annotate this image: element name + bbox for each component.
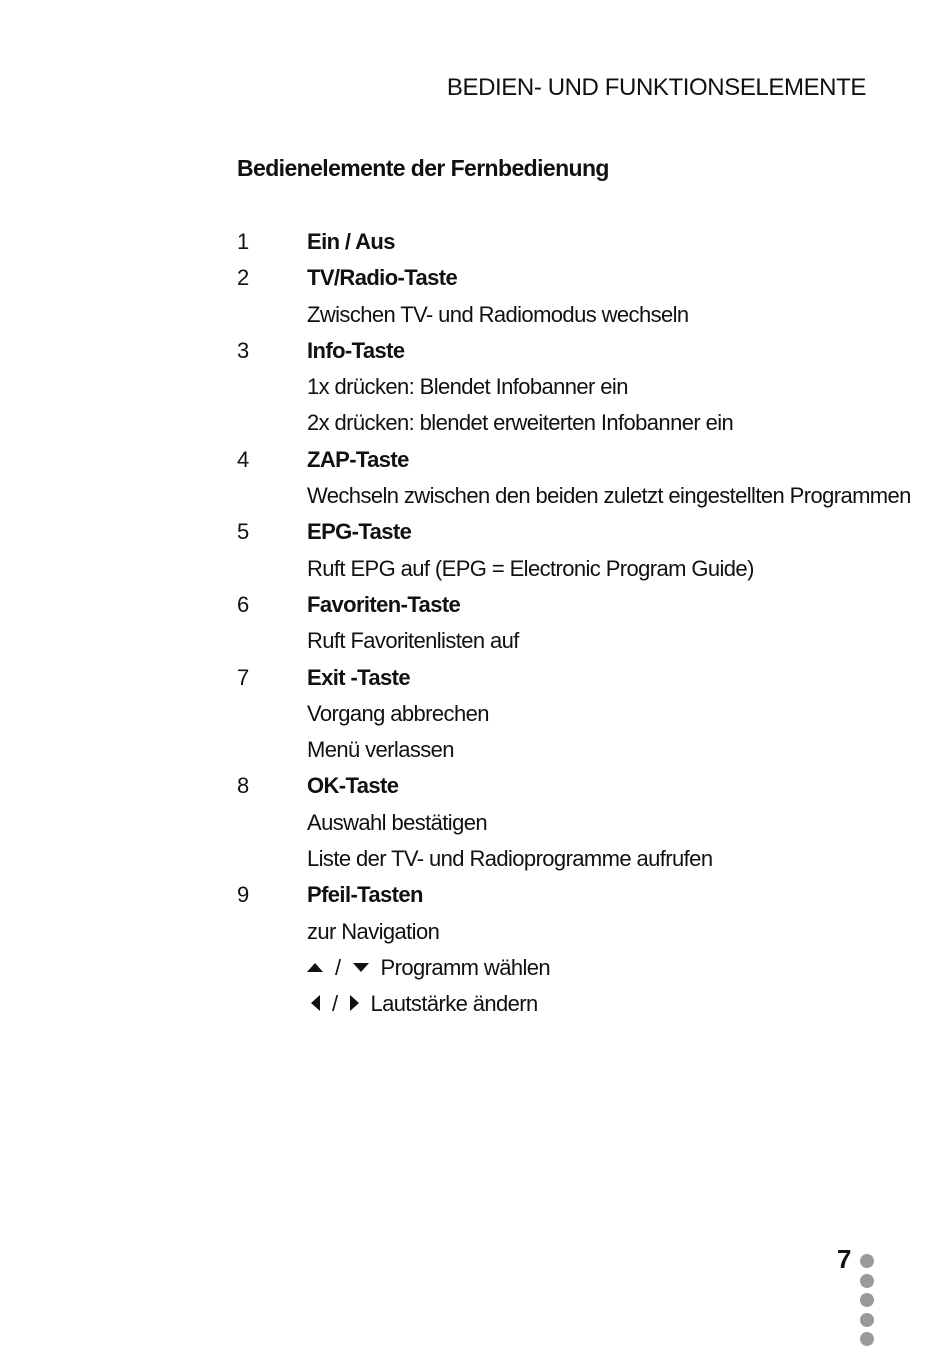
separator: / (332, 991, 338, 1017)
arrow-key-description (307, 950, 550, 986)
item-title: Pfeil-Tasten (307, 882, 423, 908)
list-item-title-row (237, 587, 877, 623)
list-item-description-row (237, 405, 877, 441)
item-description: Auswahl bestätigen (307, 809, 487, 835)
list-item-description-row (237, 297, 877, 333)
list-item-description-row (237, 914, 877, 950)
item-number: 8 (237, 773, 249, 799)
item-description: Ruft EPG auf (EPG = Electronic Program Guide) (307, 555, 754, 581)
item-description: zur Navigation (307, 918, 440, 944)
list-item-description-row (237, 805, 877, 841)
arrow-key-label: Lautstärke ändern (370, 991, 538, 1017)
list-item-title-row (237, 260, 877, 296)
arrow-key-row (237, 986, 877, 1022)
list-item-title-row (237, 514, 877, 550)
item-description: Zwischen TV- und Radiomodus wechseln (307, 301, 689, 327)
list-item-description-row (237, 478, 911, 514)
list-item-title-row (237, 224, 877, 260)
page-header: BEDIEN- UND FUNKTIONSELEMENTE (446, 74, 866, 101)
page-dots-decoration (860, 1254, 874, 1352)
list-item-title-row (237, 333, 877, 369)
list-item-description-row (237, 841, 877, 877)
dot-icon (860, 1293, 874, 1307)
arrow-down-icon (353, 963, 369, 972)
item-title: ZAP-Taste (307, 446, 409, 472)
item-description: 2x drücken: blendet erweiterten Infobanner ein (307, 410, 734, 436)
item-number: 4 (237, 446, 249, 472)
dot-icon (860, 1254, 874, 1268)
list-item-title-row (237, 768, 877, 804)
list-item-description-row (237, 551, 877, 587)
dot-icon (860, 1274, 874, 1288)
item-title: Exit -Taste (307, 664, 411, 690)
arrow-key-description (307, 986, 538, 1022)
item-description: 1x drücken: Blendet Infobanner ein (307, 374, 628, 400)
separator: / (335, 954, 341, 980)
item-number: 2 (237, 265, 249, 291)
arrow-right-icon (350, 995, 359, 1011)
page-number: 7 (837, 1244, 852, 1274)
item-title: EPG-Taste (307, 519, 412, 545)
item-number: 9 (237, 882, 249, 908)
arrow-key-label: Programm wählen (380, 954, 551, 980)
item-description: Wechseln zwischen den beiden zuletzt eingestellten Programmen (307, 483, 911, 509)
item-number: 6 (237, 591, 249, 617)
item-number: 1 (237, 229, 249, 254)
item-title: Favoriten-Taste (307, 591, 461, 617)
item-number: 3 (237, 337, 249, 363)
list-item-title-row (237, 442, 877, 478)
arrow-key-row (237, 950, 877, 986)
list-item-title-row (237, 877, 877, 913)
item-title: Ein / Aus (307, 229, 395, 254)
list-item-title-row (237, 660, 877, 696)
dot-icon (860, 1332, 874, 1346)
list-item-description-row (237, 369, 877, 405)
section-title: Bedienelemente der Fernbedienung (237, 155, 609, 181)
item-number: 7 (237, 664, 249, 690)
item-description: Vorgang abbrechen (307, 700, 489, 726)
item-description: Menü verlassen (307, 737, 454, 763)
item-description: Ruft Favoritenlisten auf (307, 628, 519, 654)
item-number: 5 (237, 519, 249, 545)
item-title: Info-Taste (307, 337, 405, 363)
arrow-left-icon (311, 995, 320, 1011)
arrow-up-icon (307, 963, 323, 972)
item-title: OK-Taste (307, 773, 399, 799)
item-list (237, 224, 911, 1023)
list-item-description-row (237, 696, 877, 732)
list-item-description-row (237, 732, 877, 768)
list-item-description-row (237, 623, 877, 659)
item-title: TV/Radio-Taste (307, 265, 458, 291)
item-description: Liste der TV- und Radioprogramme aufrufen (307, 846, 713, 872)
dot-icon (860, 1313, 874, 1327)
